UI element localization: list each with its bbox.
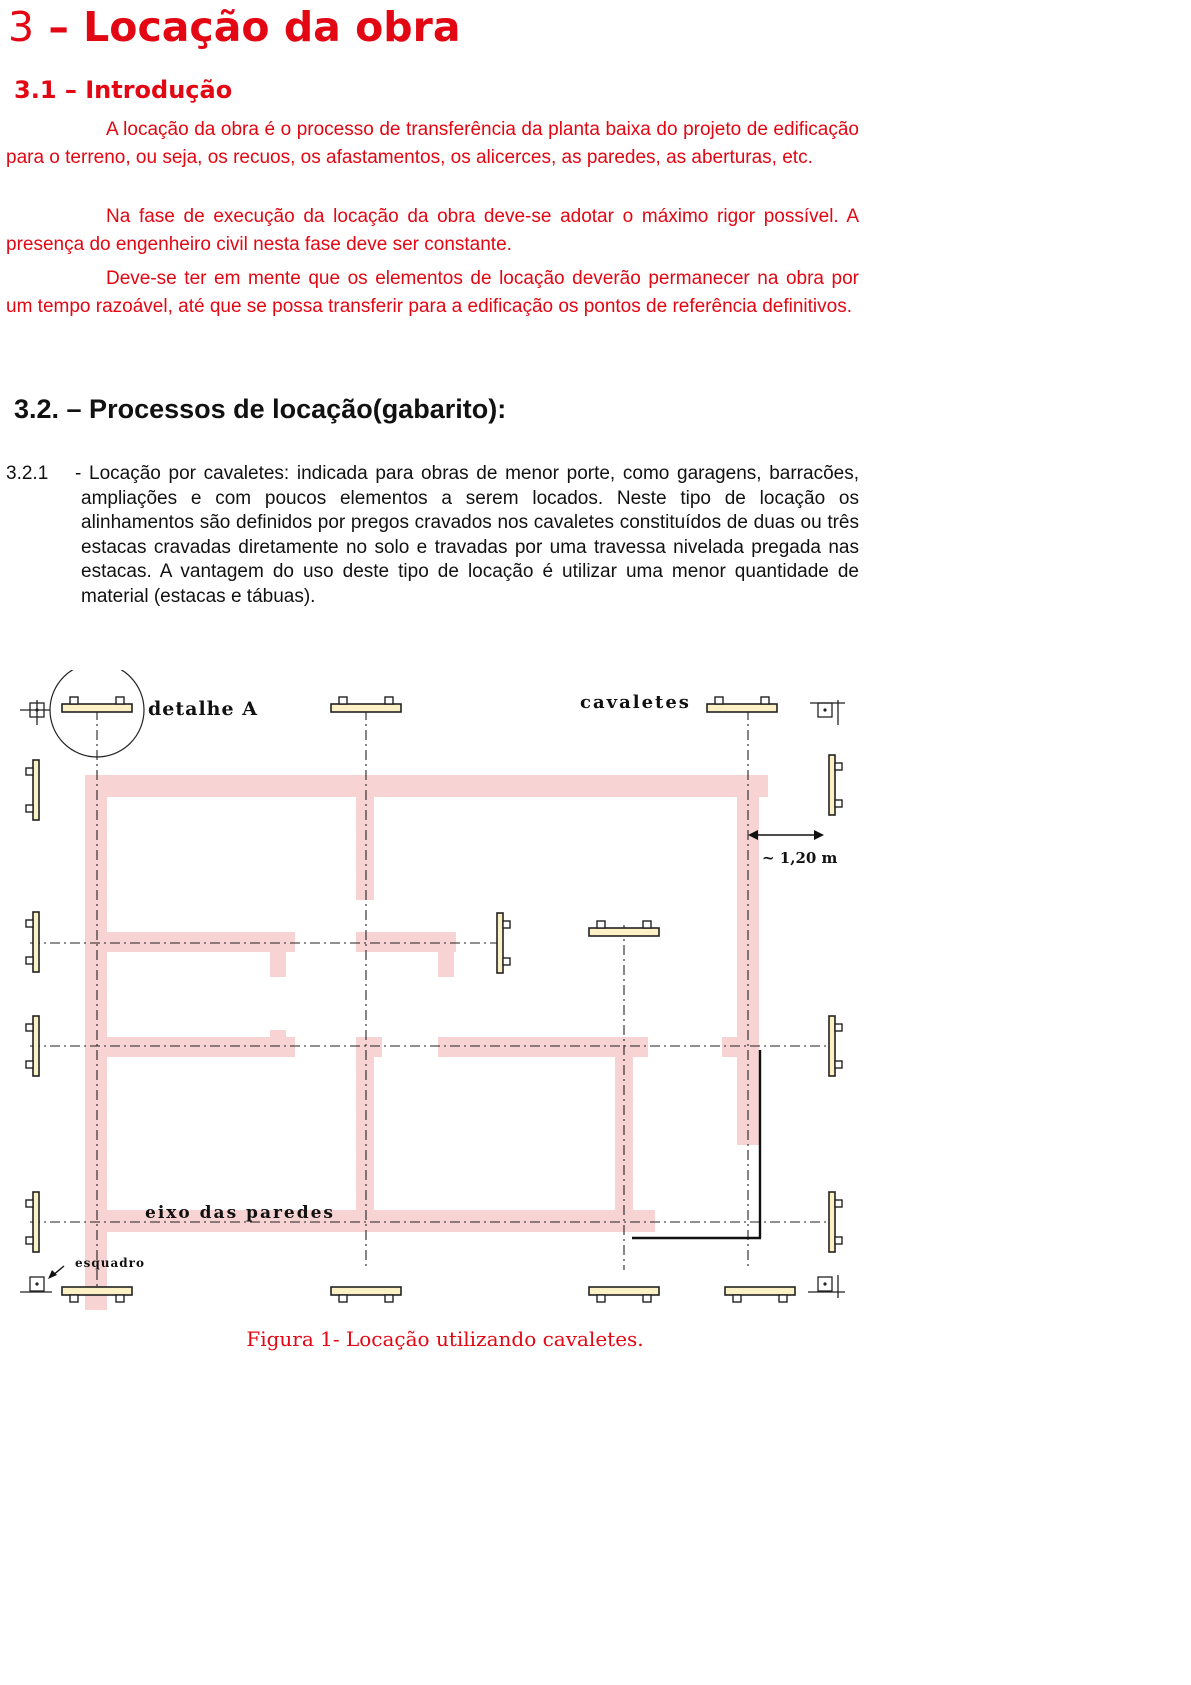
trestle-right-1 <box>829 755 842 815</box>
chapter-title-text: – Locação da obra <box>48 3 461 51</box>
trestle-right-mid <box>497 913 510 973</box>
trestle-left-2 <box>26 912 39 972</box>
label-square: esquadro <box>75 1256 145 1270</box>
trestle-left-1 <box>26 760 39 820</box>
trestle-top-1 <box>62 697 132 712</box>
trestle-layout-figure <box>0 670 860 1310</box>
trestle-bottom-2 <box>331 1287 401 1302</box>
item-number: 3.2.1 <box>6 463 49 484</box>
intro-paragraph-1: A locação da obra é o processo de transferência da planta baixa do projeto de edificação para o terreno, ou seja, os recuos, os afastamentos, os alicerces, as paredes, as aberturas, etc. <box>6 119 859 168</box>
label-wall-axis: eixo das paredes <box>145 1203 336 1223</box>
square-arrow <box>48 1266 64 1279</box>
trestle-bottom-3 <box>589 1287 659 1302</box>
distance-arrow <box>748 830 824 840</box>
walls <box>85 775 768 1310</box>
trestle-top-3 <box>707 697 777 712</box>
trestle-left-4 <box>26 1192 39 1252</box>
chapter-title <box>8 2 461 52</box>
section-heading-intro: 3.1 – Introdução <box>14 76 233 104</box>
chapter-number: 3 <box>8 3 35 51</box>
trestle-right-3 <box>829 1192 842 1252</box>
intro-paragraph-2: Na fase de execução da locação da obra deve-se adotar o máximo rigor possível. A presença do engenheiro civil nesta fase deve ser constante. <box>6 206 859 255</box>
section-heading-processes: 3.2. – Processos de locação(gabarito): <box>14 394 507 424</box>
trestle-mid <box>589 921 659 936</box>
label-detail: detalhe A <box>148 698 258 720</box>
intro-paragraph-3: Deve-se ter em mente que os elementos de locação deverão permanecer na obra por um tempo razoável, até que se possa transferir para a edificação os pontos de referência definitivos. <box>6 268 859 317</box>
trestle-right-2 <box>829 1016 842 1076</box>
figure-caption: Figura 1- Locação utilizando cavaletes. <box>246 1327 644 1351</box>
item-text: - Locação por cavaletes: indicada para obras de menor porte, como garagens, barracões, ampliações e com poucos elementos a serem locados. Neste tipo de locação os alinhamentos são definidos por pregos cravados nos cavaletes constituídos de duas ou três estacas cravadas diretamente no solo e travadas por uma travessa nivelada pregada nas estacas. A vantagem do uso deste tipo de locação é utilizar uma menor quantidade de material (estacas e tábuas). <box>75 463 859 607</box>
trestle-bottom-4 <box>725 1287 795 1302</box>
label-distance: ~ 1,20 m <box>762 849 838 867</box>
label-trestles: cavaletes <box>580 692 691 713</box>
trestle-top-2 <box>331 697 401 712</box>
trestle-left-3 <box>26 1016 39 1076</box>
